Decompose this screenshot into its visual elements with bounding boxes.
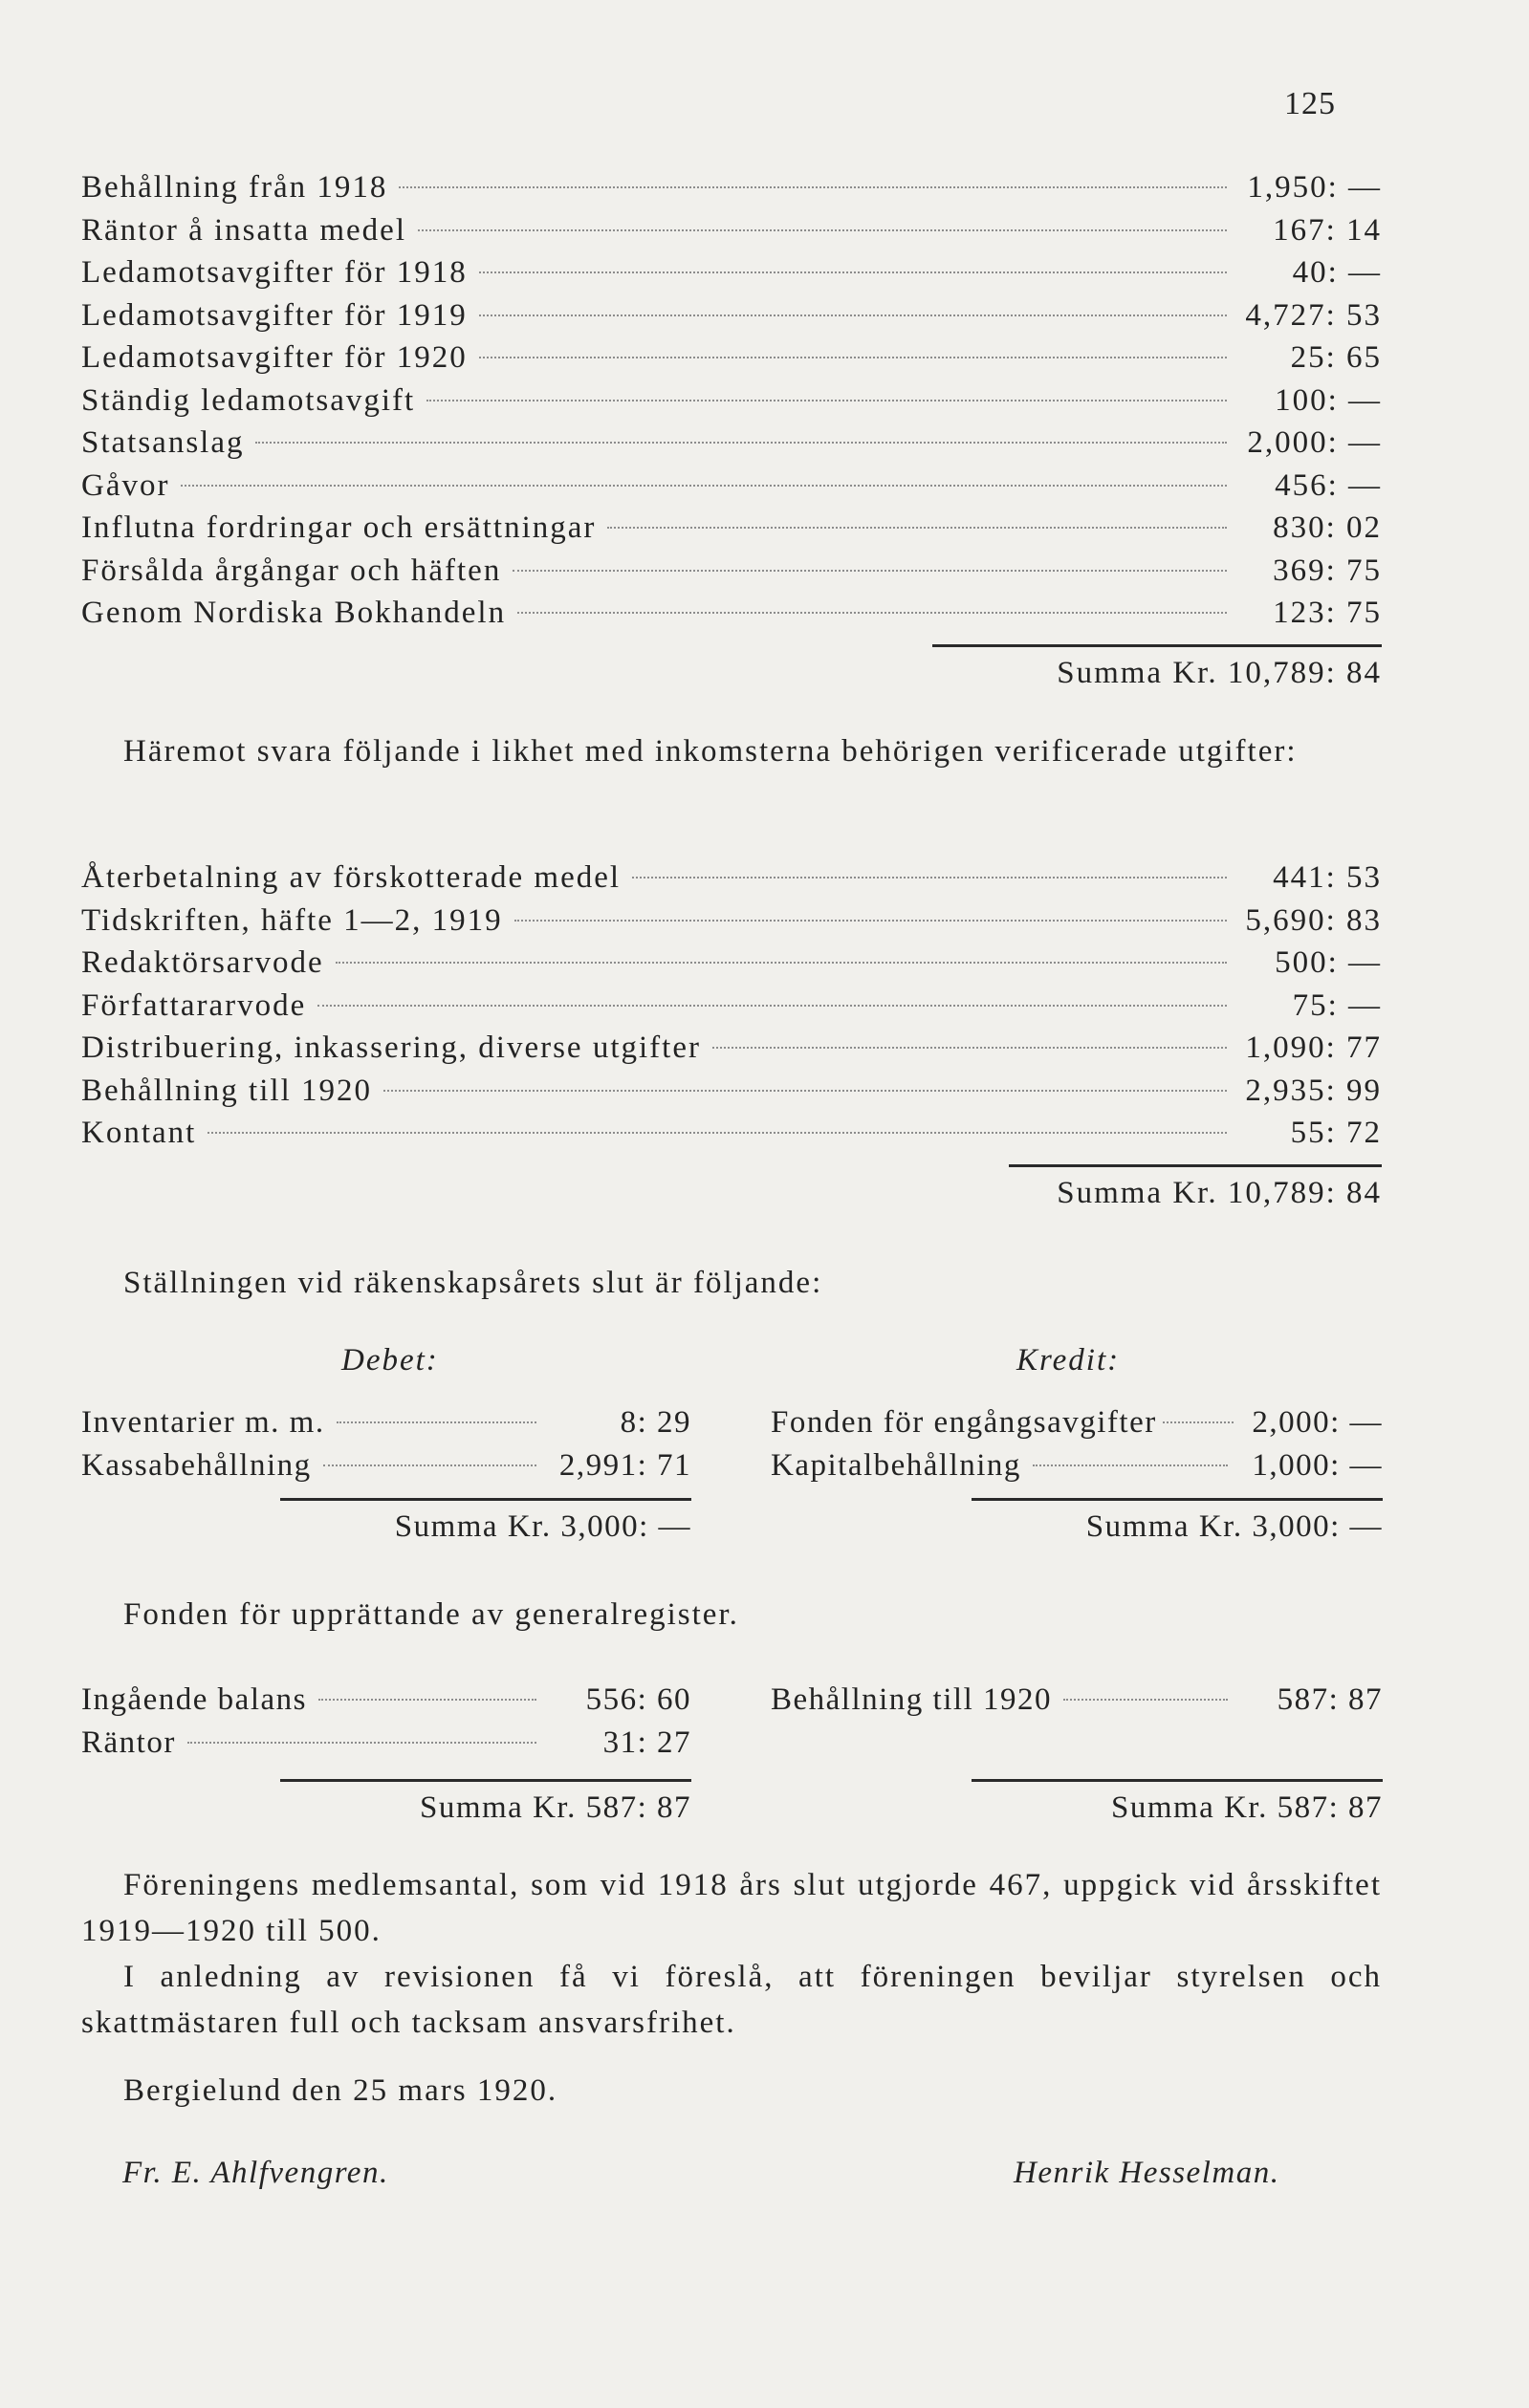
- dot-leader: [1163, 1421, 1234, 1423]
- ledger-row: [81, 468, 1382, 511]
- ledger-row: [81, 510, 1382, 553]
- ledger-row: [81, 170, 1382, 213]
- dot-leader: [187, 1742, 536, 1744]
- dot-leader: [479, 315, 1227, 316]
- place-date: Bergielund den 25 mars 1920.: [123, 2073, 558, 2108]
- row-label: Behållning till 1920: [81, 1073, 372, 1108]
- ledger-row: [81, 1725, 691, 1768]
- sum-label: Summa Kr.: [394, 1509, 552, 1544]
- row-amount: 2,000: —: [1252, 1405, 1383, 1440]
- row-label: Redaktörsarvode: [81, 945, 324, 980]
- dot-leader: [318, 1699, 536, 1701]
- row-amount: 369: 75: [1273, 553, 1382, 588]
- row-amount: 556: 60: [585, 1682, 691, 1717]
- expense-ledger: [81, 860, 1382, 1211]
- row-label: Behållning till 1920: [771, 1682, 1052, 1717]
- row-label: Gåvor: [81, 467, 170, 503]
- income-ledger: [81, 170, 1382, 691]
- debit-column: [81, 1405, 691, 1545]
- row-amount: 1,950: —: [1247, 170, 1382, 205]
- row-label: Tidskriften, häfte 1—2, 1919: [81, 902, 503, 938]
- row-label: Ständig ledamotsavgift: [81, 382, 416, 418]
- dot-leader: [426, 400, 1227, 401]
- sum-amount: 3,000: —: [560, 1509, 691, 1544]
- row-amount: 4,727: 53: [1245, 297, 1382, 333]
- dot-leader: [712, 1047, 1227, 1049]
- row-amount: 587: 87: [1277, 1682, 1383, 1717]
- dot-leader: [632, 877, 1227, 879]
- signature-left: Fr. E. Ahlfvengren.: [122, 2156, 389, 2190]
- ledger-row: [81, 988, 1382, 1031]
- row-label: Ledamotsavgifter för 1919: [81, 297, 468, 333]
- position-heading: Ställningen vid räkenskapsårets slut är följande:: [123, 1266, 823, 1300]
- row-label: Inventarier m. m.: [81, 1405, 325, 1440]
- row-amount: 1,000: —: [1252, 1447, 1383, 1483]
- row-amount: 123: 75: [1273, 596, 1382, 630]
- row-amount: 2,935: 99: [1245, 1073, 1382, 1108]
- dot-leader: [479, 271, 1227, 273]
- dot-leader: [517, 612, 1227, 614]
- sum-amount: 587: 87: [585, 1790, 691, 1825]
- dot-leader: [479, 357, 1227, 358]
- row-amount: 40: —: [1292, 255, 1382, 290]
- dot-leader: [208, 1132, 1227, 1134]
- sum-row: [81, 647, 1382, 691]
- credit-column: [771, 1405, 1383, 1545]
- row-amount: 5,690: 83: [1245, 902, 1382, 938]
- ledger-row: [81, 945, 1382, 988]
- sum-amount: 3,000: —: [1252, 1509, 1383, 1544]
- dot-leader: [1033, 1464, 1228, 1466]
- ledger-row: [81, 425, 1382, 468]
- ledger-row-empty: [771, 1725, 1383, 1768]
- row-label: Kontant: [81, 1116, 197, 1150]
- ledger-row: [81, 383, 1382, 426]
- row-amount: 2,000: —: [1247, 425, 1382, 460]
- row-label: Återbetalning av förskotterade medel: [81, 860, 622, 895]
- row-label: Kapitalbehållning: [771, 1447, 1021, 1483]
- sum-amount: 10,789: 84: [1227, 1175, 1382, 1210]
- dot-leader: [181, 485, 1227, 487]
- sum-amount: 587: 87: [1277, 1790, 1383, 1825]
- sum-row: [81, 1501, 691, 1545]
- sum-label: Summa Kr.: [419, 1790, 577, 1825]
- intro-paragraph: Häremot svara följande i likhet med inkomsterna behörigen verificerade utgifter:: [123, 734, 1298, 769]
- row-label: Räntor å insatta medel: [81, 212, 406, 248]
- dot-leader: [323, 1464, 536, 1466]
- dot-leader: [337, 1421, 536, 1423]
- ledger-row: [81, 1448, 691, 1491]
- sum-label: Summa Kr.: [1057, 655, 1218, 690]
- ledger-row: [771, 1405, 1383, 1448]
- row-amount: 500: —: [1275, 945, 1382, 980]
- row-label: Kassabehållning: [81, 1447, 312, 1483]
- ledger-row: [81, 340, 1382, 383]
- row-amount: 456: —: [1275, 467, 1382, 503]
- ledger-row: [81, 1682, 691, 1725]
- dot-leader: [336, 962, 1227, 964]
- dot-leader: [513, 570, 1227, 572]
- row-amount: 75: —: [1292, 987, 1382, 1023]
- dot-leader: [1063, 1699, 1228, 1701]
- row-amount: 167: 14: [1273, 212, 1382, 248]
- ledger-row: [771, 1448, 1383, 1491]
- ledger-row: [771, 1682, 1383, 1725]
- row-label: Behållning från 1918: [81, 170, 388, 205]
- ledger-row: [81, 1030, 1382, 1074]
- row-amount: 2,991: 71: [558, 1447, 691, 1483]
- fund-heading: Fonden för upprättande av generalregister.: [123, 1597, 739, 1632]
- row-label: Författararvode: [81, 987, 307, 1023]
- row-amount: 31: 27: [602, 1725, 691, 1760]
- ledger-row: [81, 1074, 1382, 1117]
- row-amount: 1,090: 77: [1245, 1030, 1382, 1065]
- page-number: 125: [1284, 86, 1336, 121]
- row-amount: 441: 53: [1273, 860, 1382, 895]
- row-label: Räntor: [81, 1725, 176, 1760]
- row-label: Statsanslag: [81, 425, 245, 460]
- ledger-row: [81, 255, 1382, 298]
- sum-row: [771, 1782, 1383, 1826]
- sum-row: [81, 1782, 691, 1826]
- row-label: Influtna fordringar och ersättningar: [81, 510, 597, 545]
- dot-leader: [317, 1005, 1227, 1007]
- ledger-row: [81, 213, 1382, 256]
- row-label: Försålda årgångar och häften: [81, 553, 502, 588]
- sum-label: Summa Kr.: [1057, 1175, 1218, 1210]
- ledger-row: [81, 860, 1382, 903]
- sum-row: [81, 1167, 1382, 1211]
- row-amount: 830: 02: [1273, 510, 1382, 545]
- members-paragraph: Föreningens medlemsantal, som vid 1918 års slut utgjorde 467, uppgick vid årsskiftet 1919—1920 till 500.: [81, 1868, 1382, 1948]
- row-amount: 55: 72: [1290, 1116, 1382, 1150]
- dot-leader: [514, 920, 1227, 922]
- sum-amount: 10,789: 84: [1227, 655, 1382, 690]
- row-amount: 100: —: [1275, 382, 1382, 418]
- dot-leader: [418, 229, 1227, 231]
- row-label: Genom Nordiska Bokhandeln: [81, 596, 507, 630]
- sum-label: Summa Kr.: [1110, 1790, 1268, 1825]
- dot-leader: [383, 1090, 1227, 1092]
- row-amount: 25: 65: [1290, 340, 1382, 375]
- dot-leader: [607, 527, 1227, 529]
- row-label: Fonden för engångsavgifter: [771, 1405, 1157, 1440]
- dot-leader: [255, 442, 1227, 444]
- row-label: Distribuering, inkassering, diverse utgifter: [81, 1030, 701, 1065]
- credit-heading: Kredit:: [1016, 1343, 1121, 1378]
- dot-leader: [399, 186, 1227, 188]
- signature-right: Henrik Hesselman.: [1014, 2156, 1280, 2190]
- fund-left-column: [81, 1682, 691, 1826]
- ledger-row: [81, 553, 1382, 597]
- row-amount: 8: 29: [620, 1405, 691, 1440]
- proposal-paragraph: I anledning av revisionen få vi föreslå, att föreningen beviljar styrelsen och skattmästaren full och tacksam ansvarsfrihet.: [81, 1960, 1382, 2040]
- ledger-row: [81, 298, 1382, 341]
- debit-heading: Debet:: [341, 1343, 439, 1378]
- row-label: Ledamotsavgifter för 1920: [81, 340, 468, 375]
- fund-right-column: [771, 1682, 1383, 1826]
- ledger-row: [81, 596, 1382, 639]
- row-label: Ledamotsavgifter för 1918: [81, 255, 468, 290]
- ledger-row: [81, 903, 1382, 946]
- row-label: Ingående balans: [81, 1682, 307, 1717]
- sum-label: Summa Kr.: [1085, 1509, 1243, 1544]
- ledger-row: [81, 1116, 1382, 1159]
- ledger-row: [81, 1405, 691, 1448]
- sum-row: [771, 1501, 1383, 1545]
